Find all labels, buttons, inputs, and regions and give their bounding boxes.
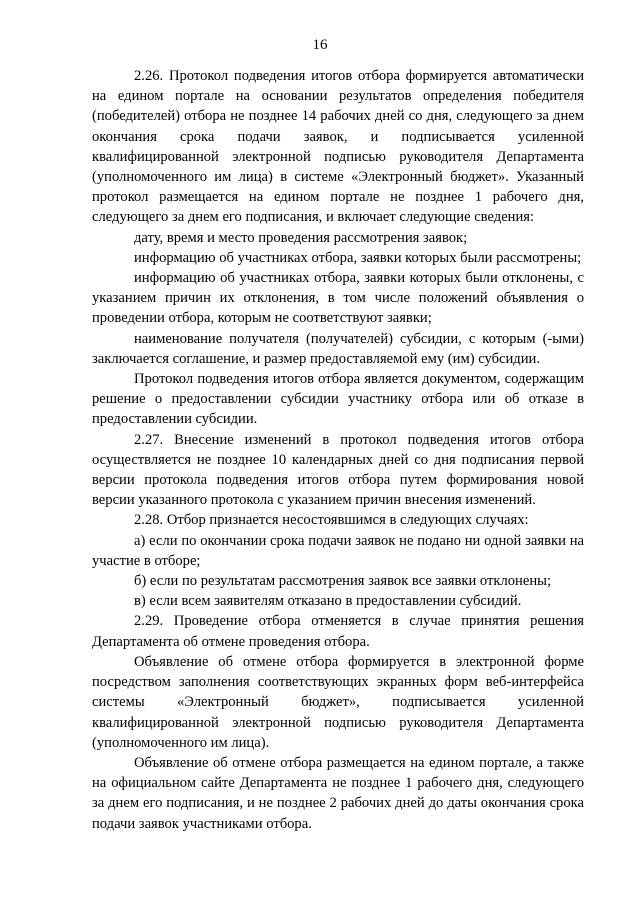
paragraph-2-28: 2.28. Отбор признается несостоявшимся в следующих случаях: <box>134 512 529 529</box>
paragraph-cancel-publication: Объявление об отмене отбора размещается на едином портале, а также на официальном сайте Департамента не позднее 1 рабочего дня, следующего за днем его подписания, и не позднее 2 рабочих дней до даты окончания срока подачи заявок участниками отбора. <box>92 754 584 832</box>
paragraph-cancel-announcement: Объявление об отмене отбора формируется в электронной форме посредством заполнения соответствующих экранных форм веб-интерфейса системы «Электронный бюджет», подписывается усиленной квалифицированной электронной подписью руководителя Департамента (уполномоченного им лица). <box>92 653 584 751</box>
paragraph-protocol-decision: Протокол подведения итогов отбора является документом, содержащим решение о предоставлении субсидии участнику отбора или об отказе в предоставлении субсидии. <box>92 371 584 428</box>
paragraph-list-item: наименование получателя (получателей) субсидии, с которым (-ыми) заключается соглашение, и размер предоставляемой ему (им) субсидии. <box>92 330 584 367</box>
paragraph-list-item: дату, время и место проведения рассмотрения заявок; <box>134 229 468 246</box>
paragraph-2-26: 2.26. Протокол подведения итогов отбора формируется автоматически на едином портале на основании результатов определения победителя (победителей) отбора не позднее 14 рабочих дней со дня, следующего за днем окончания срока подачи заявок, и подписывается усиленной квалифицированной электронной подписью руководителя Департамента (уполномоченного им лица) в системе «Электронный бюджет». Указанный протокол размещается на едином портале не позднее 1 рабочего дня, следующего за днем его подписания, и включает следующие сведения: <box>92 68 584 226</box>
paragraph-2-29: 2.29. Проведение отбора отменяется в случае принятия решения Департамента об отмене проведения отбора. <box>92 613 584 650</box>
body-text <box>92 66 584 834</box>
paragraph-list-item: информацию об участниках отбора, заявки которых были рассмотрены; <box>134 249 582 266</box>
page-number: 16 <box>312 37 328 53</box>
paragraph-case-c: в) если всем заявителям отказано в предоставлении субсидий. <box>134 593 522 610</box>
paragraph-list-item: информацию об участниках отбора, заявки которых были отклонены, с указанием причин их отклонения, в том числе положений объявления о проведении отбора, которым не соответствуют заявки; <box>92 270 584 327</box>
paragraph-2-27: 2.27. Внесение изменений в протокол подведения итогов отбора осуществляется не позднее 10 календарных дней со дня подписания первой версии протокола подведения итогов отбора путем формирования новой версии указанного протокола с указанием причин внесения изменений. <box>92 431 584 509</box>
paragraph-case-a: а) если по окончании срока подачи заявок не подано ни одной заявки на участие в отборе; <box>92 532 584 569</box>
paragraph-case-b: б) если по результатам рассмотрения заявок все заявки отклонены; <box>134 573 552 590</box>
